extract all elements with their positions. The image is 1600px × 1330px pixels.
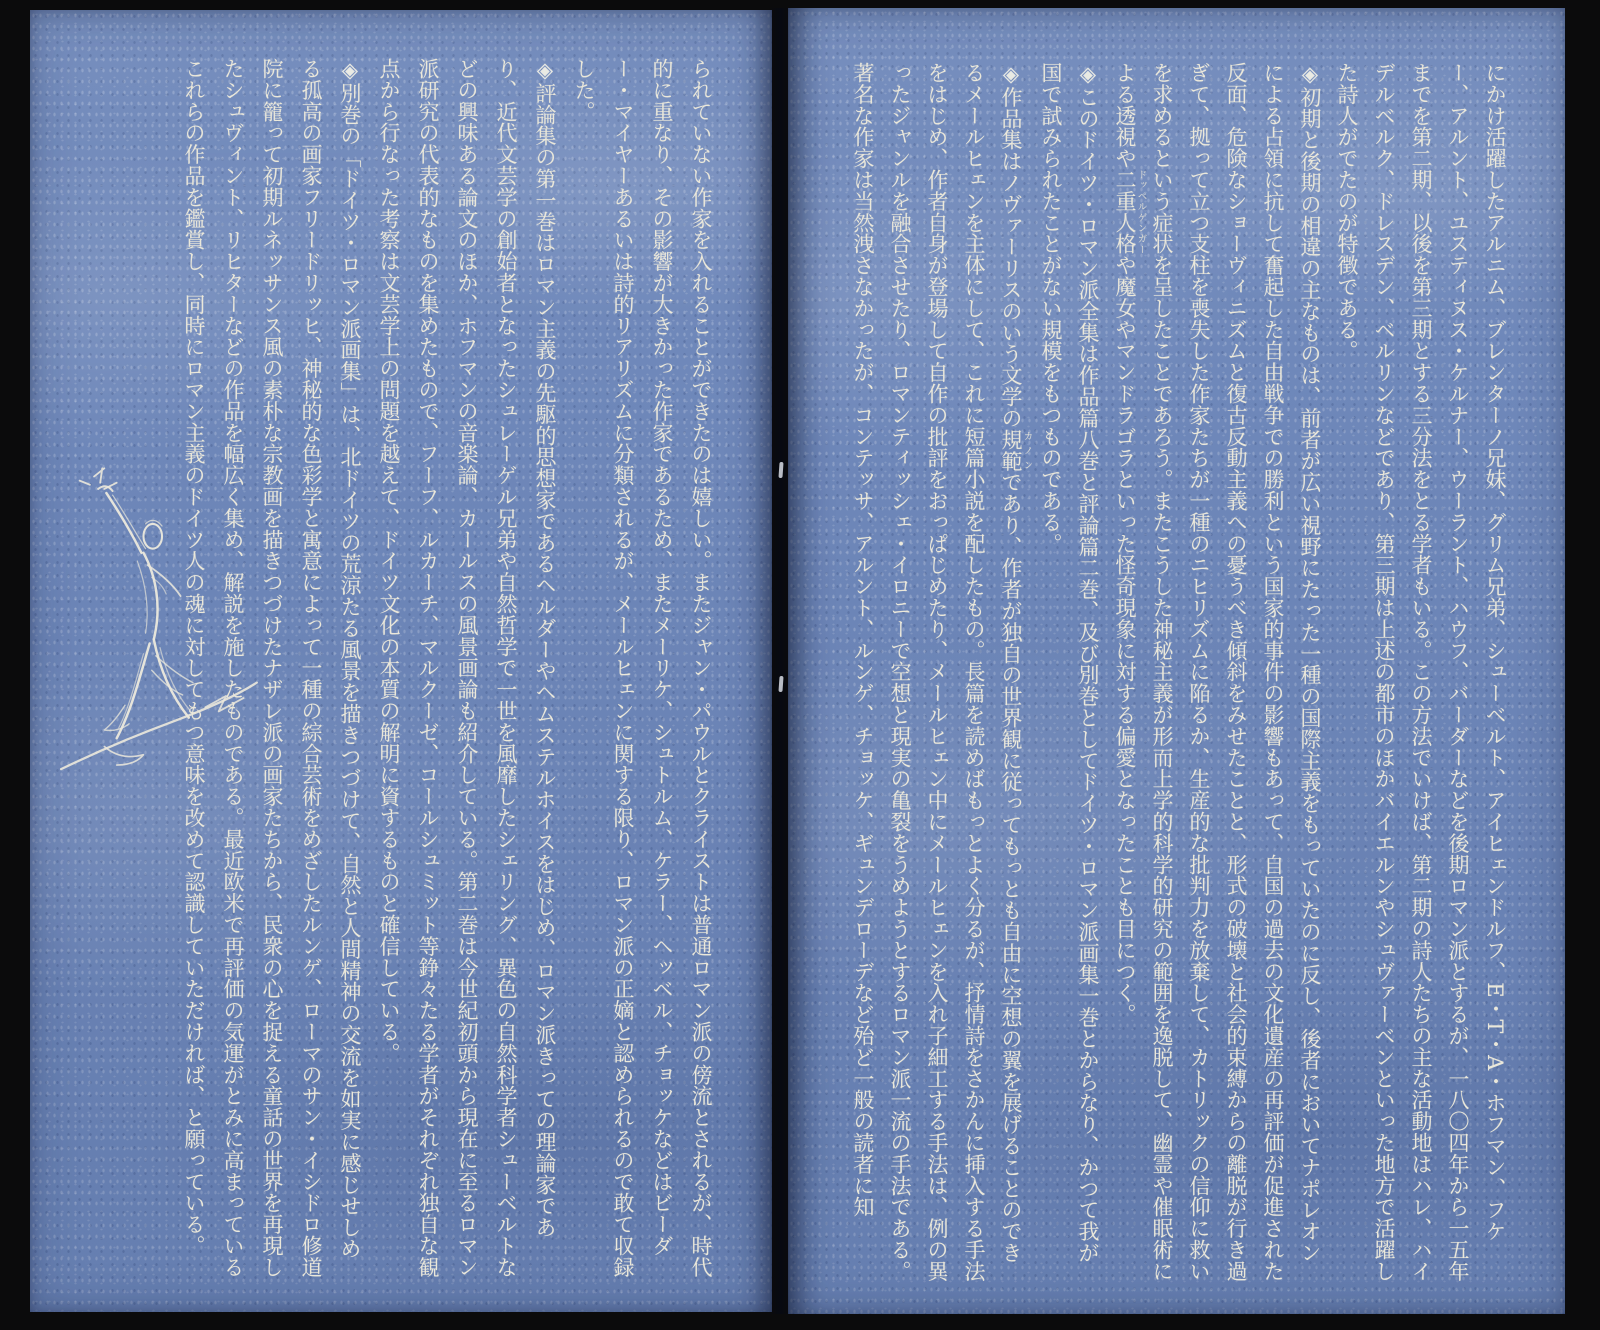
section-diamond-marker: ◈ (1298, 62, 1322, 87)
paragraph: ◈初期と後期の相違の主なものは、前者が広い視野にたった一種の国際主義をもっていたのに反し、後者においてナポレオンによる占領に抗して奮起した自由戦争での勝利という国家的事件の影響もあって、自国の過去の文化遺産の再評価が促進された反面、危険なショーヴィニズムと復古反動主義への憂うべき傾斜をみせたことと、形式の破壊と社会的束縛からの離脱が行き過ぎて、拠って立つ支柱を喪失した作家たちが一種のニヒリズムに陥るか、生産的な批判力を放棄して、カトリックの信仰に救いを求めるという症状を呈したことであろう。またこうした神秘主義が形而上学的科学的研究の範囲を逸脱して、幽霊や催眠術による透視や二重人格ドッペルゲンガーや魔女やマンドラゴラといった怪奇現象に対する偏愛となったことも目につく。 (1113, 62, 1322, 1282)
paragraph: ◈作品集はノヴァーリスのいう文学の規範カノンであり、作者が独自の世界観に従ってもっとも自由に空想の翼を展げることのできるメールヒェンを主体にして、これに短篇小説を配したもの。長篇を読めばもっとよく分るが、抒情詩をさかんに挿入する手法をはじめ、作者自身が登場して自作の批評をおっぱじめたり、メールヒェン中にメールヒェンを入れ子細工する手法は、例の異ったジャンルを融合させたり、ロマンティッシェ・イロニーで空想と現実の亀裂をうめようとするロマン派一流の手法である。著名な作家は当然洩さなかったが、コンテッサ、アルント、ルンゲ、チョッケ、ギュンデローデなど殆ど一般の読者に知 (851, 62, 1033, 1282)
paragraph: ◈このドイツ・ロマン派全集は作品篇八巻と評論篇二巻、及び別巻としてドイツ・ロマン派画集一巻とからなり、かつて我が国で試みられたことがない規模をもつものである。 (1039, 62, 1100, 1264)
left-page (30, 10, 772, 1312)
leaping-figure-engraving-svg (52, 458, 270, 798)
ruby-annotated-word: 二重人格ドッペルゲンガー (1113, 169, 1147, 255)
paragraph: ◈評論集の第一巻はロマン主義の先駆的思想家であるヘルダーやヘムステルホイスをはじめ、ロマン派きっての理論家であり、近代文芸学の創始者となったシュレーゲル兄弟や自然哲学で一世を風靡したシェリング、異色の自然科学者シューベルトなどの興味ある論文のほか、ホフマンの音楽論、カールスの風景画論も紹介している。第二巻は今世紀初頭から現在に至るロマン派研究の代表的なものを集めたもので、フーフ、ルカーチ、マルクーゼ、コールシュミット等錚々たる学者がそれぞれ独自な観点から行なった考察は文芸学上の問題を越えて、ドイツ文化の本質の解明に資するものと確信している。 (377, 58, 557, 1278)
paragraph: にかけ活躍したアルニム、ブレンターノ兄妹、グリム兄弟、シューベルト、アイヒェンドルフ、E・T・A・ホフマン、フケー、アルント、ユスティヌス・ケルナー、ウーラント、ハウフ、バーダーなどを後期ロマン派とするが、一八〇四年から一五年までを第二期、以後を第三期とする三分法をとる学者もいる。この方法でいけば、第二期の詩人たちの主な活動地はハレ、ハイデルベルク、ドレスデン、ベルリンなどであり、第三期は上述の都市のほかバイエルンやシュヴァーベンといった地方で活躍した詩人がでたのが特徴である。 (1335, 62, 1507, 1282)
paragraph: ◈別巻の「ドイツ・ロマン派画集」は、北ドイツの荒涼たる風景を描きつづけて、自然と人間精神の交流を如実に感じせしめる孤高の画家フリードリッヒ、神秘的な色彩学と寓意によって一種の綜合芸術をめざしたルンゲ、ローマのサン・イシドロ修道院に籠って初期ルネッサンス風の素朴な宗教画を描きつづけたナザレ派の画家たちから、民衆の心を捉える童話の世界を再現したシュヴィント、リヒターなどの作品を幅広く集め、解説を施したものである。最近欧米で再評価の気運がとみに高まっているこれらの作品を鑑賞し、同時にロマン主義のドイツ人の魂に対してもつ意味を改めて認識していただければ、と願っている。 (182, 58, 362, 1278)
right-page-text (844, 62, 1513, 1282)
section-diamond-marker: ◈ (1076, 62, 1100, 87)
paragraph: られていない作家を入れることができたのは嬉しい。またジャン・パウルとクライストは普通ロマン派の傍流とされるが、時代的に重なり、その影響が大きかった作家であるため、またメーリケ、シュトルム、ケラー、ヘッベル、チョッケなどはビーダー・マイヤーあるいは詩的リアリズムに分類されるが、メールヒェンに関する限り、ロマン派の正嫡と認められるので敢て収録した。 (572, 58, 713, 1278)
section-diamond-marker: ◈ (533, 58, 557, 83)
ruby-annotated-word: 規範カノン (999, 428, 1033, 472)
section-diamond-marker: ◈ (999, 62, 1023, 87)
book-gutter (770, 8, 790, 1314)
section-diamond-marker: ◈ (338, 58, 362, 83)
leaping-figure-illustration (52, 458, 270, 798)
right-page (788, 8, 1565, 1314)
